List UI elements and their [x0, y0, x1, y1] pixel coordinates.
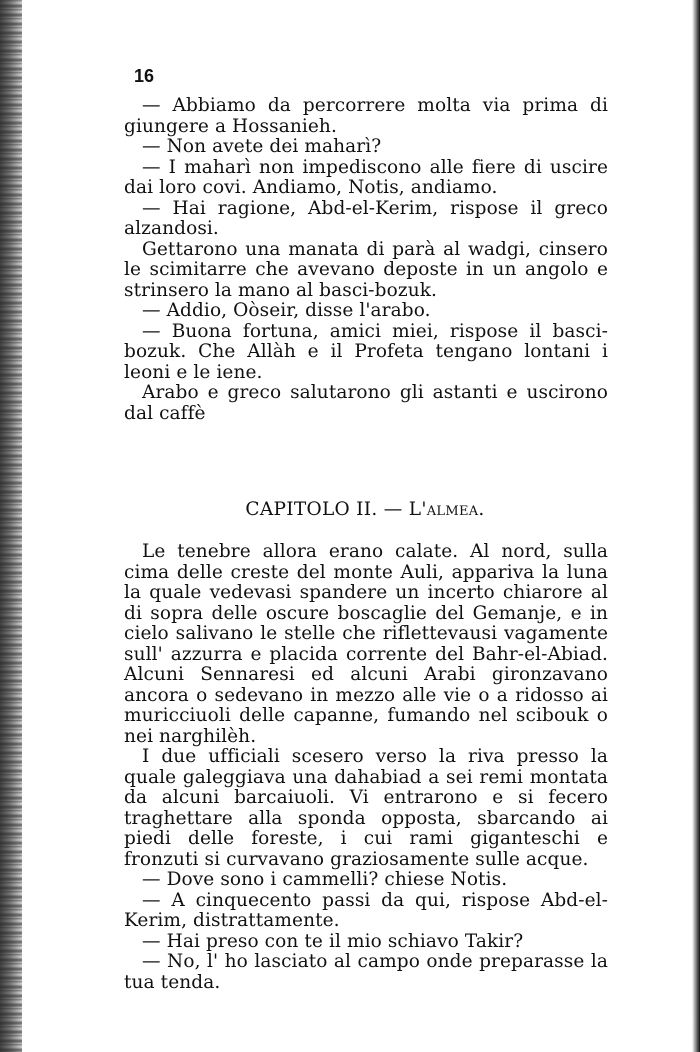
scan-edge-left — [0, 0, 22, 1052]
paragraph: — Hai ragione, Abd-el-Kerim, rispose il greco alzandosi. — [124, 197, 608, 239]
paragraph: — Non avete dei maharì? — [142, 136, 382, 157]
paragraph: — Abbiamo da percorrere molta via prima di giungere a Hossanieh. — [124, 95, 608, 137]
chapter-heading — [120, 499, 610, 520]
paragraph: — I maharì non impediscono alle fiere di uscire dai loro covi. Andiamo, Notis, andiamo. — [124, 156, 608, 198]
paragraph: — Dove sono i cammelli? chiese Notis. — [142, 869, 508, 890]
scan-edge-right — [692, 0, 700, 1052]
paragraph: Arabo e greco salutarono gli astanti e uscirono dal caffè — [124, 382, 608, 424]
chapter-label: CAPITOLO II. — — [245, 499, 403, 520]
paragraph: I due ufficiali scesero verso la riva presso la quale galeggiava una dahabiad a sei remi montata da alcuni barcaiuoli. Vi entrarono e si fecero traghettare alla sponda opposta, sbarcando ai piedi delle foreste, i cui rami giganteschi e fronzuti si curvavano graziosamente sulle acque. — [124, 746, 608, 870]
paragraph: — Hai preso con te il mio schiavo Takir? — [142, 930, 524, 952]
paragraph: — Buona fortuna, amici miei, rispose il basci-bozuk. Che Allàh e il Profeta tengano lontani i leoni e le iene. — [124, 320, 608, 383]
paragraph: — Addio, Oòseir, disse l'arabo. — [142, 300, 431, 321]
paragraph: Gettarono una manata di parà al wadgi, cinsero le scimitarre che avevano deposte in un angolo e strinsero la mano al basci-bozuk. — [124, 238, 608, 301]
text-before-chapter — [124, 96, 608, 424]
paragraph: — A cinquecento passi da qui, rispose Abd-el-Kerim, distrattamente. — [124, 889, 608, 931]
paragraph: — No, l' ho lasciato al campo onde preparasse la tua tenda. — [124, 951, 608, 993]
paragraph: Le tenebre allora erano calate. Al nord, sulla cima delle creste del monte Auli, appariva la luna la quale vedevasi spandere un incerto chiarore al di sopra delle oscure boscaglie del Gemanje, e in cielo salivano le stelle che riflettevausi vagamente sull' azzurra e placida corrente del Bahr-el-Abiad. Alcuni Sennaresi ed alcuni Arabi gironzavano ancora o sedevano in mezzo alle vie o a ridosso ai muricciuoli delle capanne, fumando nel scibouk o nei narghilèh. — [124, 541, 608, 747]
chapter-title: L'almea. — [408, 499, 485, 520]
text-after-chapter — [124, 542, 608, 993]
page-number: 16 — [134, 66, 155, 86]
